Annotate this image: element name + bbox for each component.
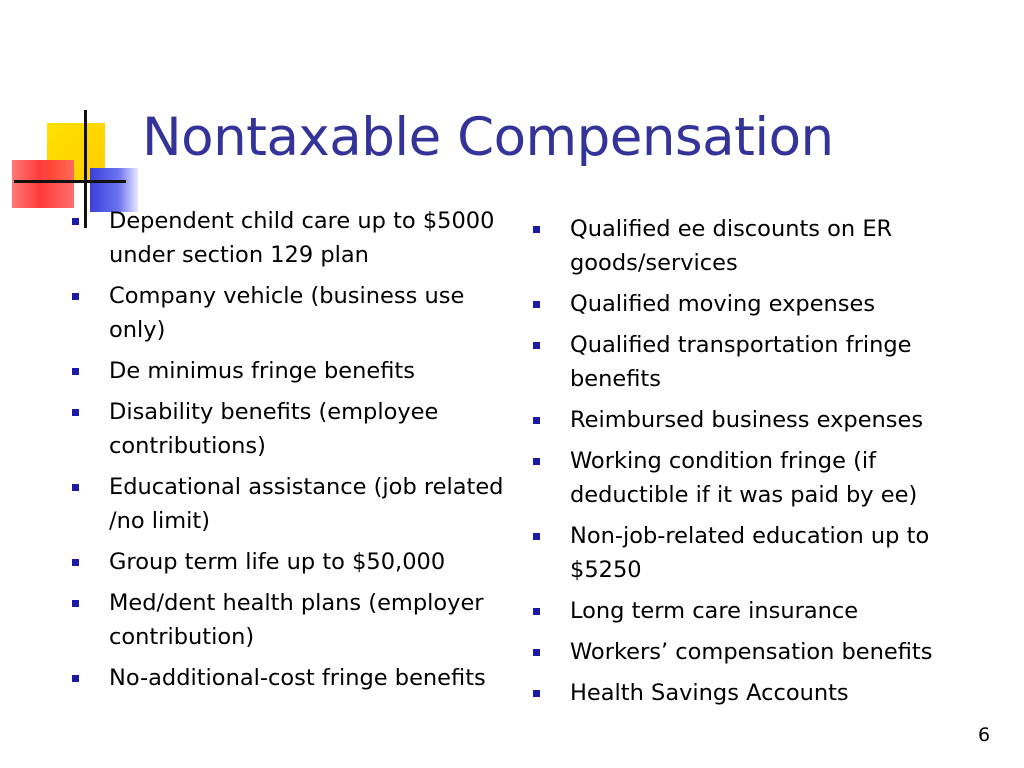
red-square-decoration	[12, 160, 74, 208]
square-bullet-icon	[533, 649, 540, 656]
square-bullet-icon	[72, 409, 79, 416]
list-item-text: Med/dent health plans (employer contribution)	[109, 590, 484, 650]
list-item	[70, 470, 510, 538]
list-item-text: Qualified ee discounts on ER goods/services	[570, 216, 893, 276]
square-bullet-icon	[533, 417, 540, 424]
list-item-text: Long term care insurance	[570, 598, 859, 624]
list-item-text: Non-job-related education up to $5250	[570, 523, 930, 583]
list-item	[531, 444, 971, 512]
horizontal-line-decoration	[14, 180, 126, 183]
square-bullet-icon	[72, 600, 79, 607]
square-bullet-icon	[533, 342, 540, 349]
list-item	[531, 676, 971, 710]
list-item-text: Working condition fringe (if deductible if it was paid by ee)	[570, 448, 918, 508]
list-item	[531, 403, 971, 437]
list-item-text: Disability benefits (employee contributions)	[109, 399, 439, 459]
list-item	[70, 395, 510, 463]
square-bullet-icon	[533, 608, 540, 615]
list-item	[531, 328, 971, 396]
list-item	[531, 635, 971, 669]
list-item-text: No-additional-cost fringe benefits	[109, 665, 486, 691]
list-item	[70, 661, 510, 695]
list-item-text: Company vehicle (business use only)	[109, 283, 465, 343]
list-item	[70, 545, 510, 579]
list-item-text: Group term life up to $50,000	[109, 549, 446, 575]
list-item	[70, 586, 510, 654]
list-item	[70, 279, 510, 347]
slide-title: Nontaxable Compensation	[142, 107, 834, 168]
list-item-text: Health Savings Accounts	[570, 680, 849, 706]
left-bullet-list	[70, 204, 510, 702]
square-bullet-icon	[72, 675, 79, 682]
square-bullet-icon	[72, 293, 79, 300]
square-bullet-icon	[72, 484, 79, 491]
list-item	[531, 212, 971, 280]
page-number: 6	[978, 724, 991, 746]
square-bullet-icon	[72, 218, 79, 225]
list-item-text: Reimbursed business expenses	[570, 407, 924, 433]
square-bullet-icon	[533, 690, 540, 697]
list-item	[531, 594, 971, 628]
square-bullet-icon	[533, 533, 540, 540]
right-bullet-list	[531, 212, 971, 717]
list-item	[70, 354, 510, 388]
list-item-text: Workers’ compensation benefits	[570, 639, 933, 665]
square-bullet-icon	[72, 368, 79, 375]
list-item-text: Qualified moving expenses	[570, 291, 876, 317]
square-bullet-icon	[533, 226, 540, 233]
list-item	[531, 287, 971, 321]
list-item	[531, 519, 971, 587]
square-bullet-icon	[533, 301, 540, 308]
list-item-text: Qualified transportation fringe benefits	[570, 332, 912, 392]
list-item-text: Educational assistance (job related /no limit)	[109, 474, 504, 534]
list-item	[70, 204, 510, 272]
list-item-text: De minimus fringe benefits	[109, 358, 415, 384]
square-bullet-icon	[533, 458, 540, 465]
list-item-text: Dependent child care up to $5000 under section 129 plan	[109, 208, 495, 268]
square-bullet-icon	[72, 559, 79, 566]
